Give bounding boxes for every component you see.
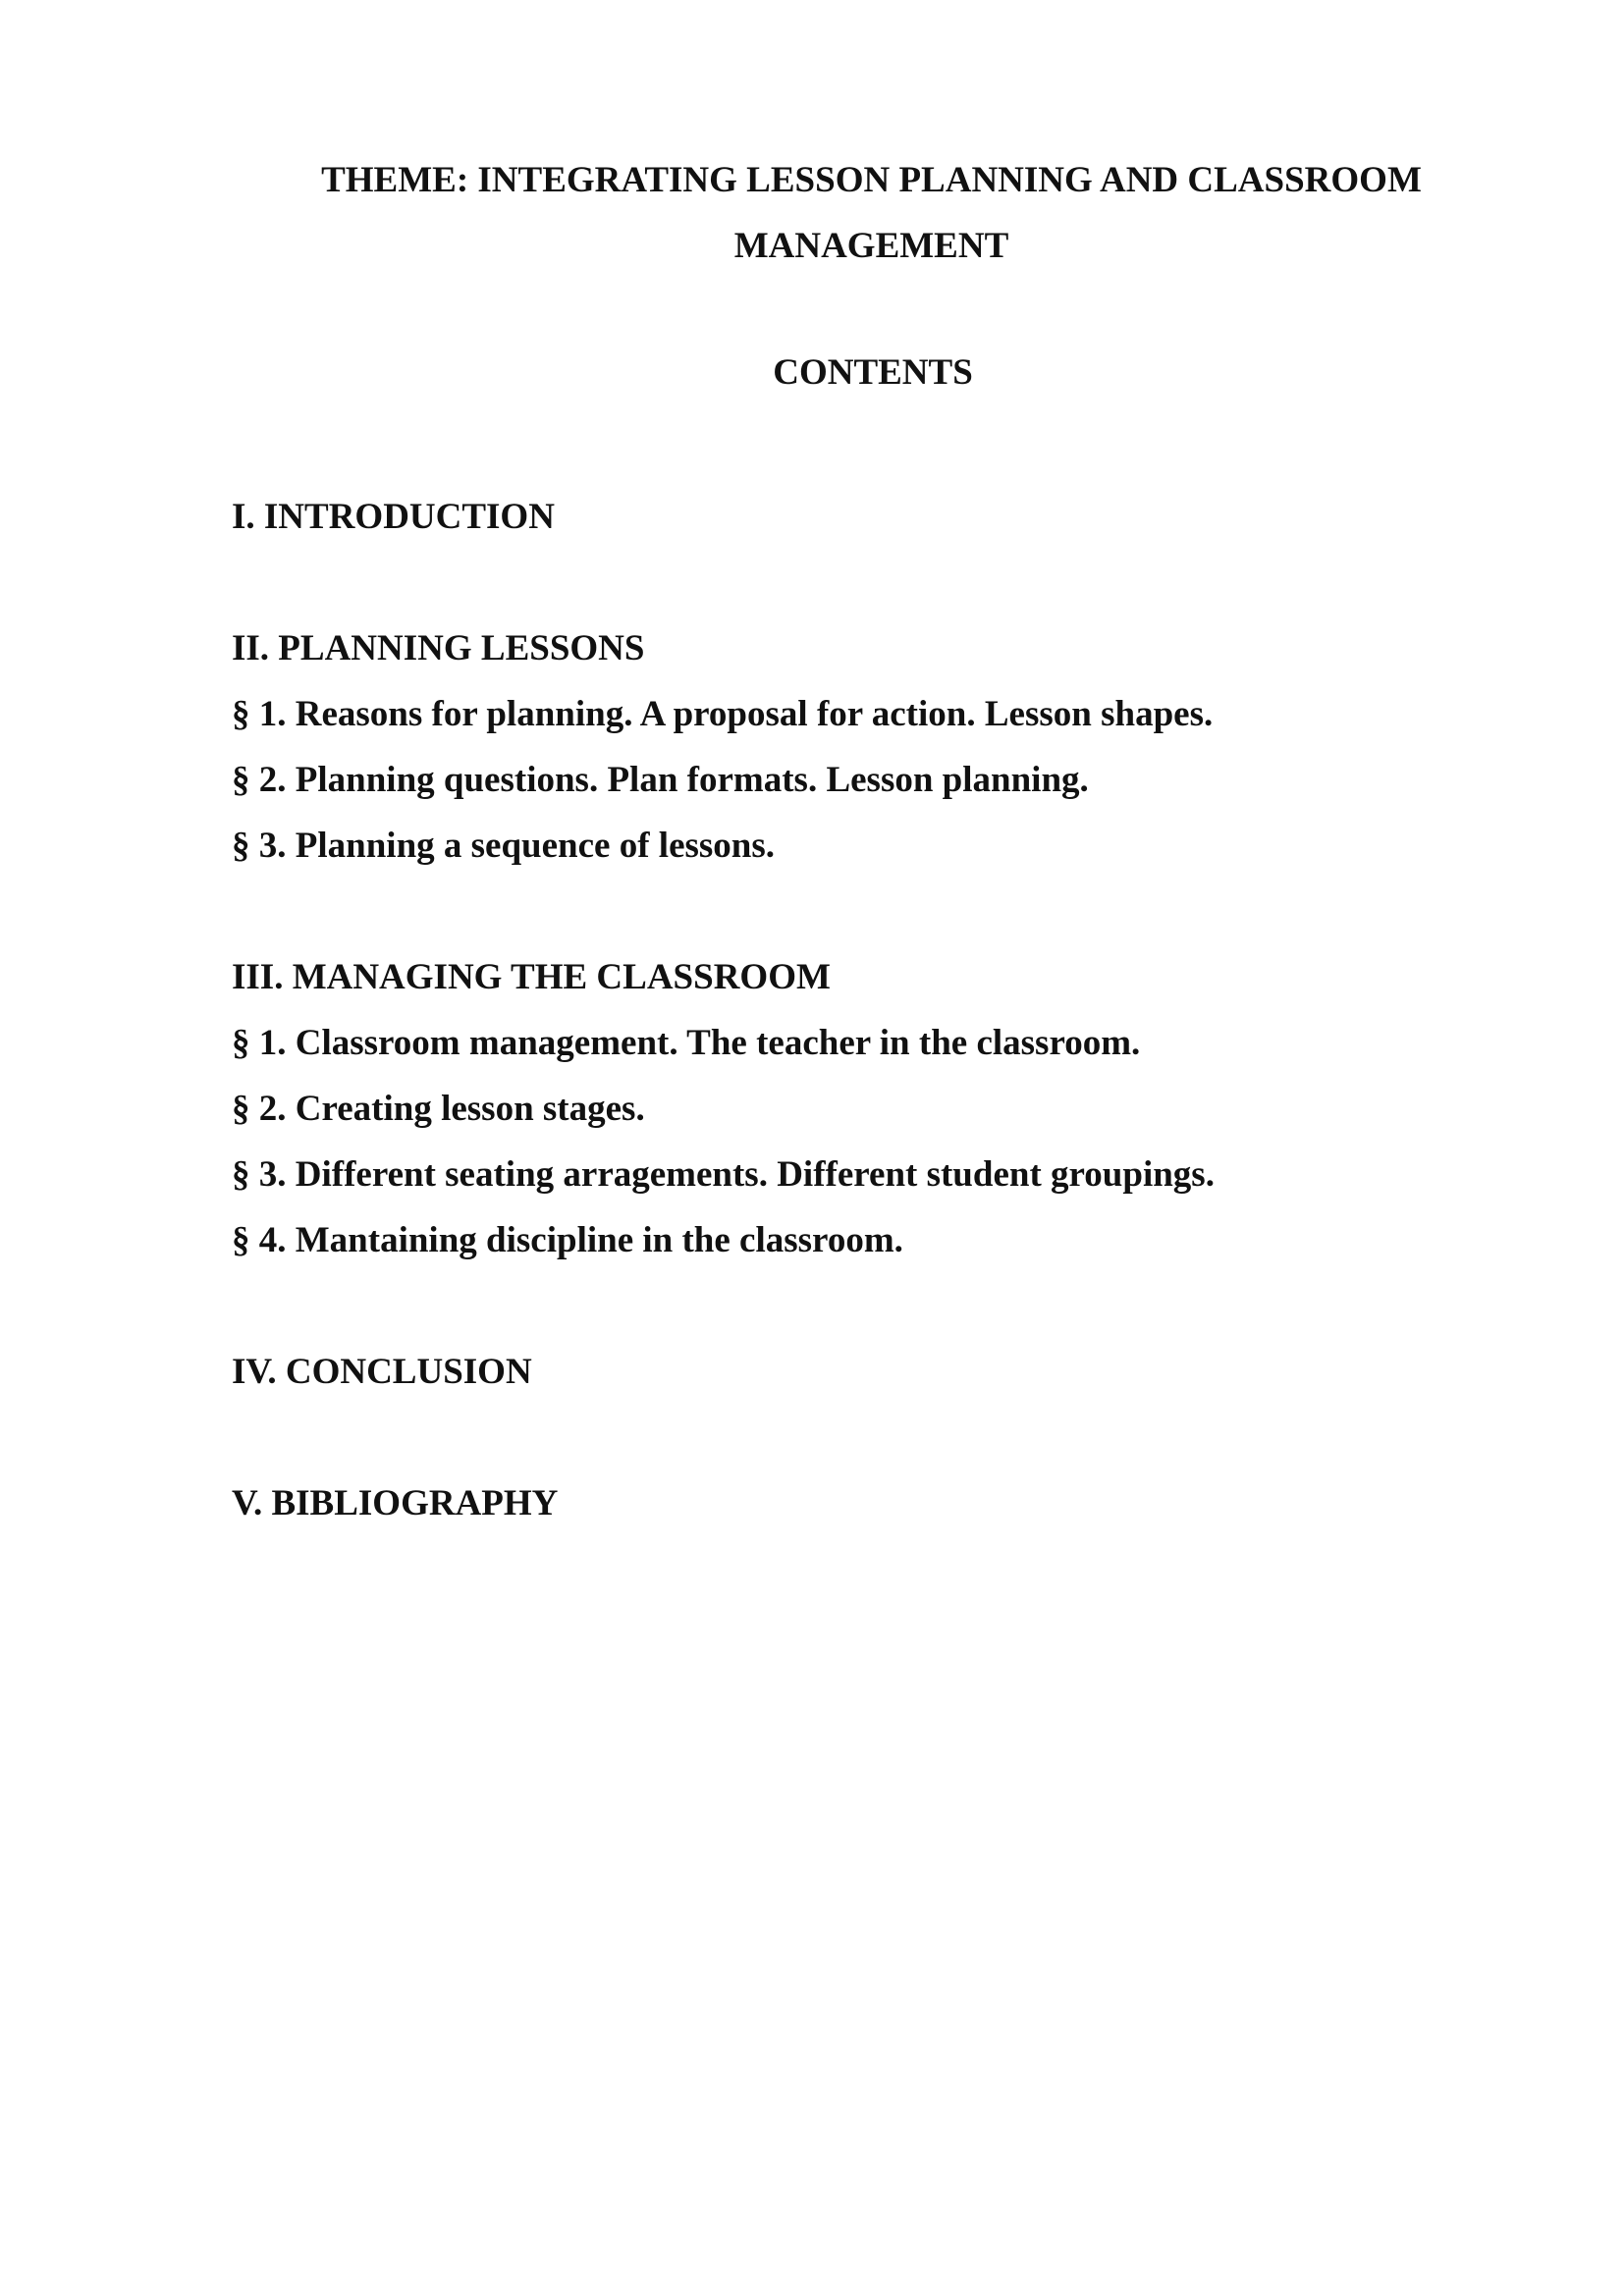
toc-item: § 1. Classroom management. The teacher in the classroom. xyxy=(232,1023,1141,1063)
toc-section-bibliography xyxy=(232,1470,1508,1536)
toc-section-managing-classroom xyxy=(232,944,1508,1273)
toc-section-planning-lessons xyxy=(232,615,1508,879)
toc-section-title: II. PLANNING LESSONS xyxy=(232,628,645,668)
table-of-contents xyxy=(232,484,1508,1602)
toc-section-conclusion xyxy=(232,1339,1508,1405)
toc-item: § 2. Creating lesson stages. xyxy=(232,1089,645,1129)
toc-item: § 1. Reasons for planning. A proposal for action. Lesson shapes. xyxy=(232,694,1214,734)
toc-section-title: III. MANAGING THE CLASSROOM xyxy=(232,957,831,997)
toc-section-title: V. BIBLIOGRAPHY xyxy=(232,1483,559,1523)
toc-section-title: IV. CONCLUSION xyxy=(232,1352,532,1392)
toc-item: § 3. Different seating arragements. Different student groupings. xyxy=(232,1154,1215,1195)
toc-section-title: I. INTRODUCTION xyxy=(232,497,555,537)
theme-title: THEME: INTEGRATING LESSON PLANNING AND CLASSROOM MANAGEMENT xyxy=(321,160,1422,266)
contents-heading: CONTENTS xyxy=(773,352,973,393)
toc-section-introduction xyxy=(232,484,1508,550)
toc-item: § 4. Mantaining discipline in the classroom. xyxy=(232,1220,903,1260)
toc-item: § 3. Planning a sequence of lessons. xyxy=(232,826,776,866)
toc-item: § 2. Planning questions. Plan formats. Lesson planning. xyxy=(232,760,1089,800)
